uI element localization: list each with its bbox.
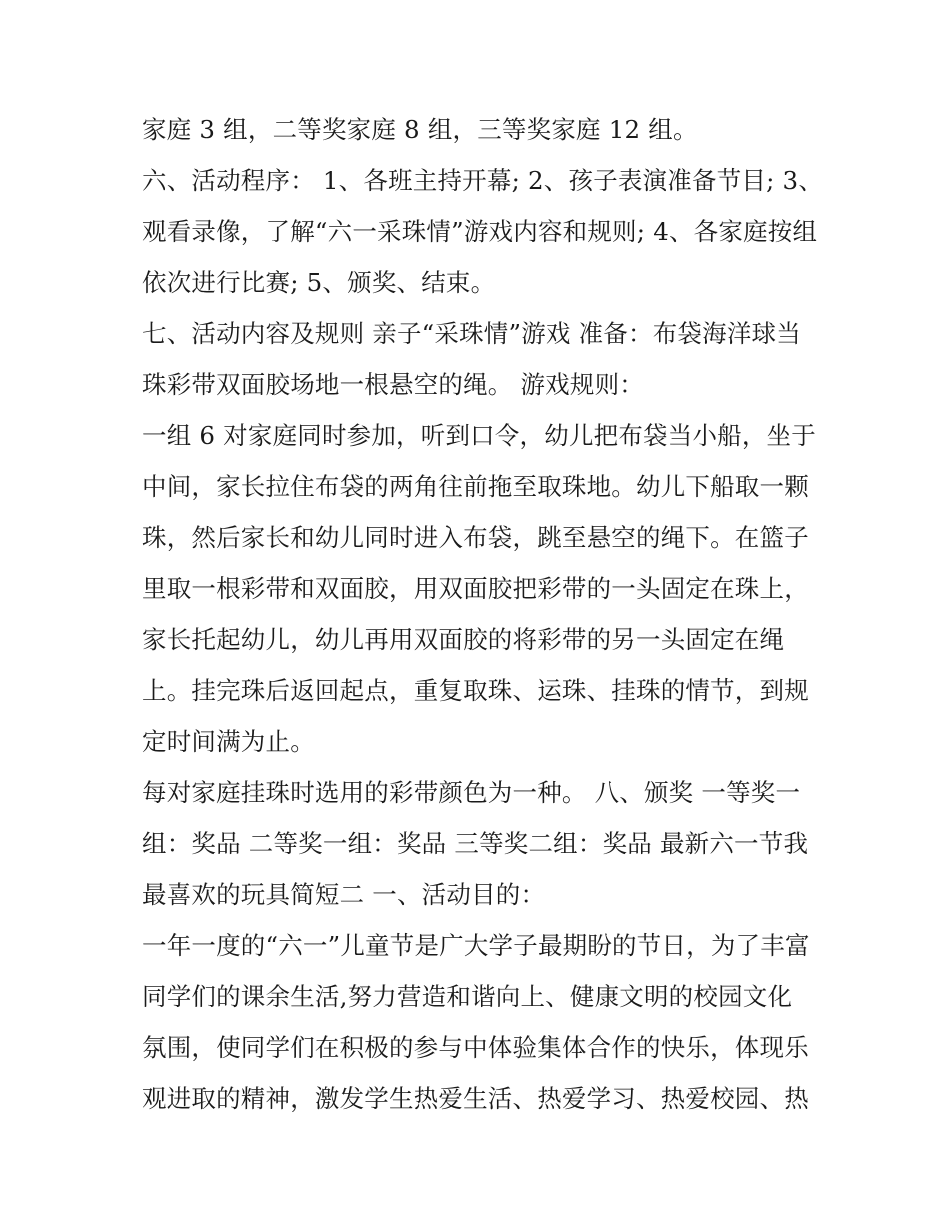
text-line: 一年一度的“六一”儿童节是广大学子最期盼的节日，为了丰富: [142, 931, 810, 960]
text-line: 定时间满为止。: [142, 727, 315, 756]
text-line: 氛围，使同学们在积极的参与中体验集体合作的快乐，体现乐: [142, 1033, 809, 1062]
text-line: 家长托起幼儿，幼儿再用双面胶的将彩带的另一头固定在绳: [142, 625, 785, 654]
text-line: 一组 6 对家庭同时参加，听到口令，幼儿把布袋当小船，坐于: [142, 421, 816, 450]
text-line: 组：奖品 二等奖一组：奖品 三等奖二组：奖品 最新六一节我: [142, 829, 809, 858]
text-line: 每对家庭挂珠时选用的彩带颜色为一种。 八、颁奖 一等奖一: [142, 778, 801, 807]
text-line: 家庭 3 组，二等奖家庭 8 组，三等奖家庭 12 组。: [142, 115, 698, 144]
text-line: 观看录像，了解“六一采珠情”游戏内容和规则; 4、各家庭按组: [142, 217, 818, 246]
text-line: 里取一根彩带和双面胶，用双面胶把彩带的一头固定在珠上，: [142, 574, 809, 603]
text-line: 中间，家长拉住布袋的两角往前拖至取珠地。幼儿下船取一颗: [142, 472, 809, 501]
text-line: 上。挂完珠后返回起点，重复取珠、运珠、挂珠的情节，到规: [142, 676, 809, 705]
text-line: 珠彩带双面胶场地一根悬空的绳。 游戏规则：: [142, 370, 644, 399]
text-line: 依次进行比赛; 5、颁奖、结束。: [142, 268, 496, 297]
text-line: 七、活动内容及规则 亲子“采珠情”游戏 准备：布袋海洋球当: [142, 319, 801, 348]
text-line: 珠，然后家长和幼儿同时进入布袋，跳至悬空的绳下。在篮子: [142, 523, 809, 552]
text-line: 最喜欢的玩具简短二 一、活动目的：: [142, 880, 546, 909]
text-line: 同学们的课余生活,努力营造和谐向上、健康文明的校园文化: [142, 982, 793, 1011]
text-line: 观进取的精神，激发学生热爱生活、热爱学习、热爱校园、热: [142, 1084, 809, 1113]
text-line: 六、活动程序： 1、各班主持开幕; 2、孩子表演准备节目; 3、: [142, 166, 824, 195]
